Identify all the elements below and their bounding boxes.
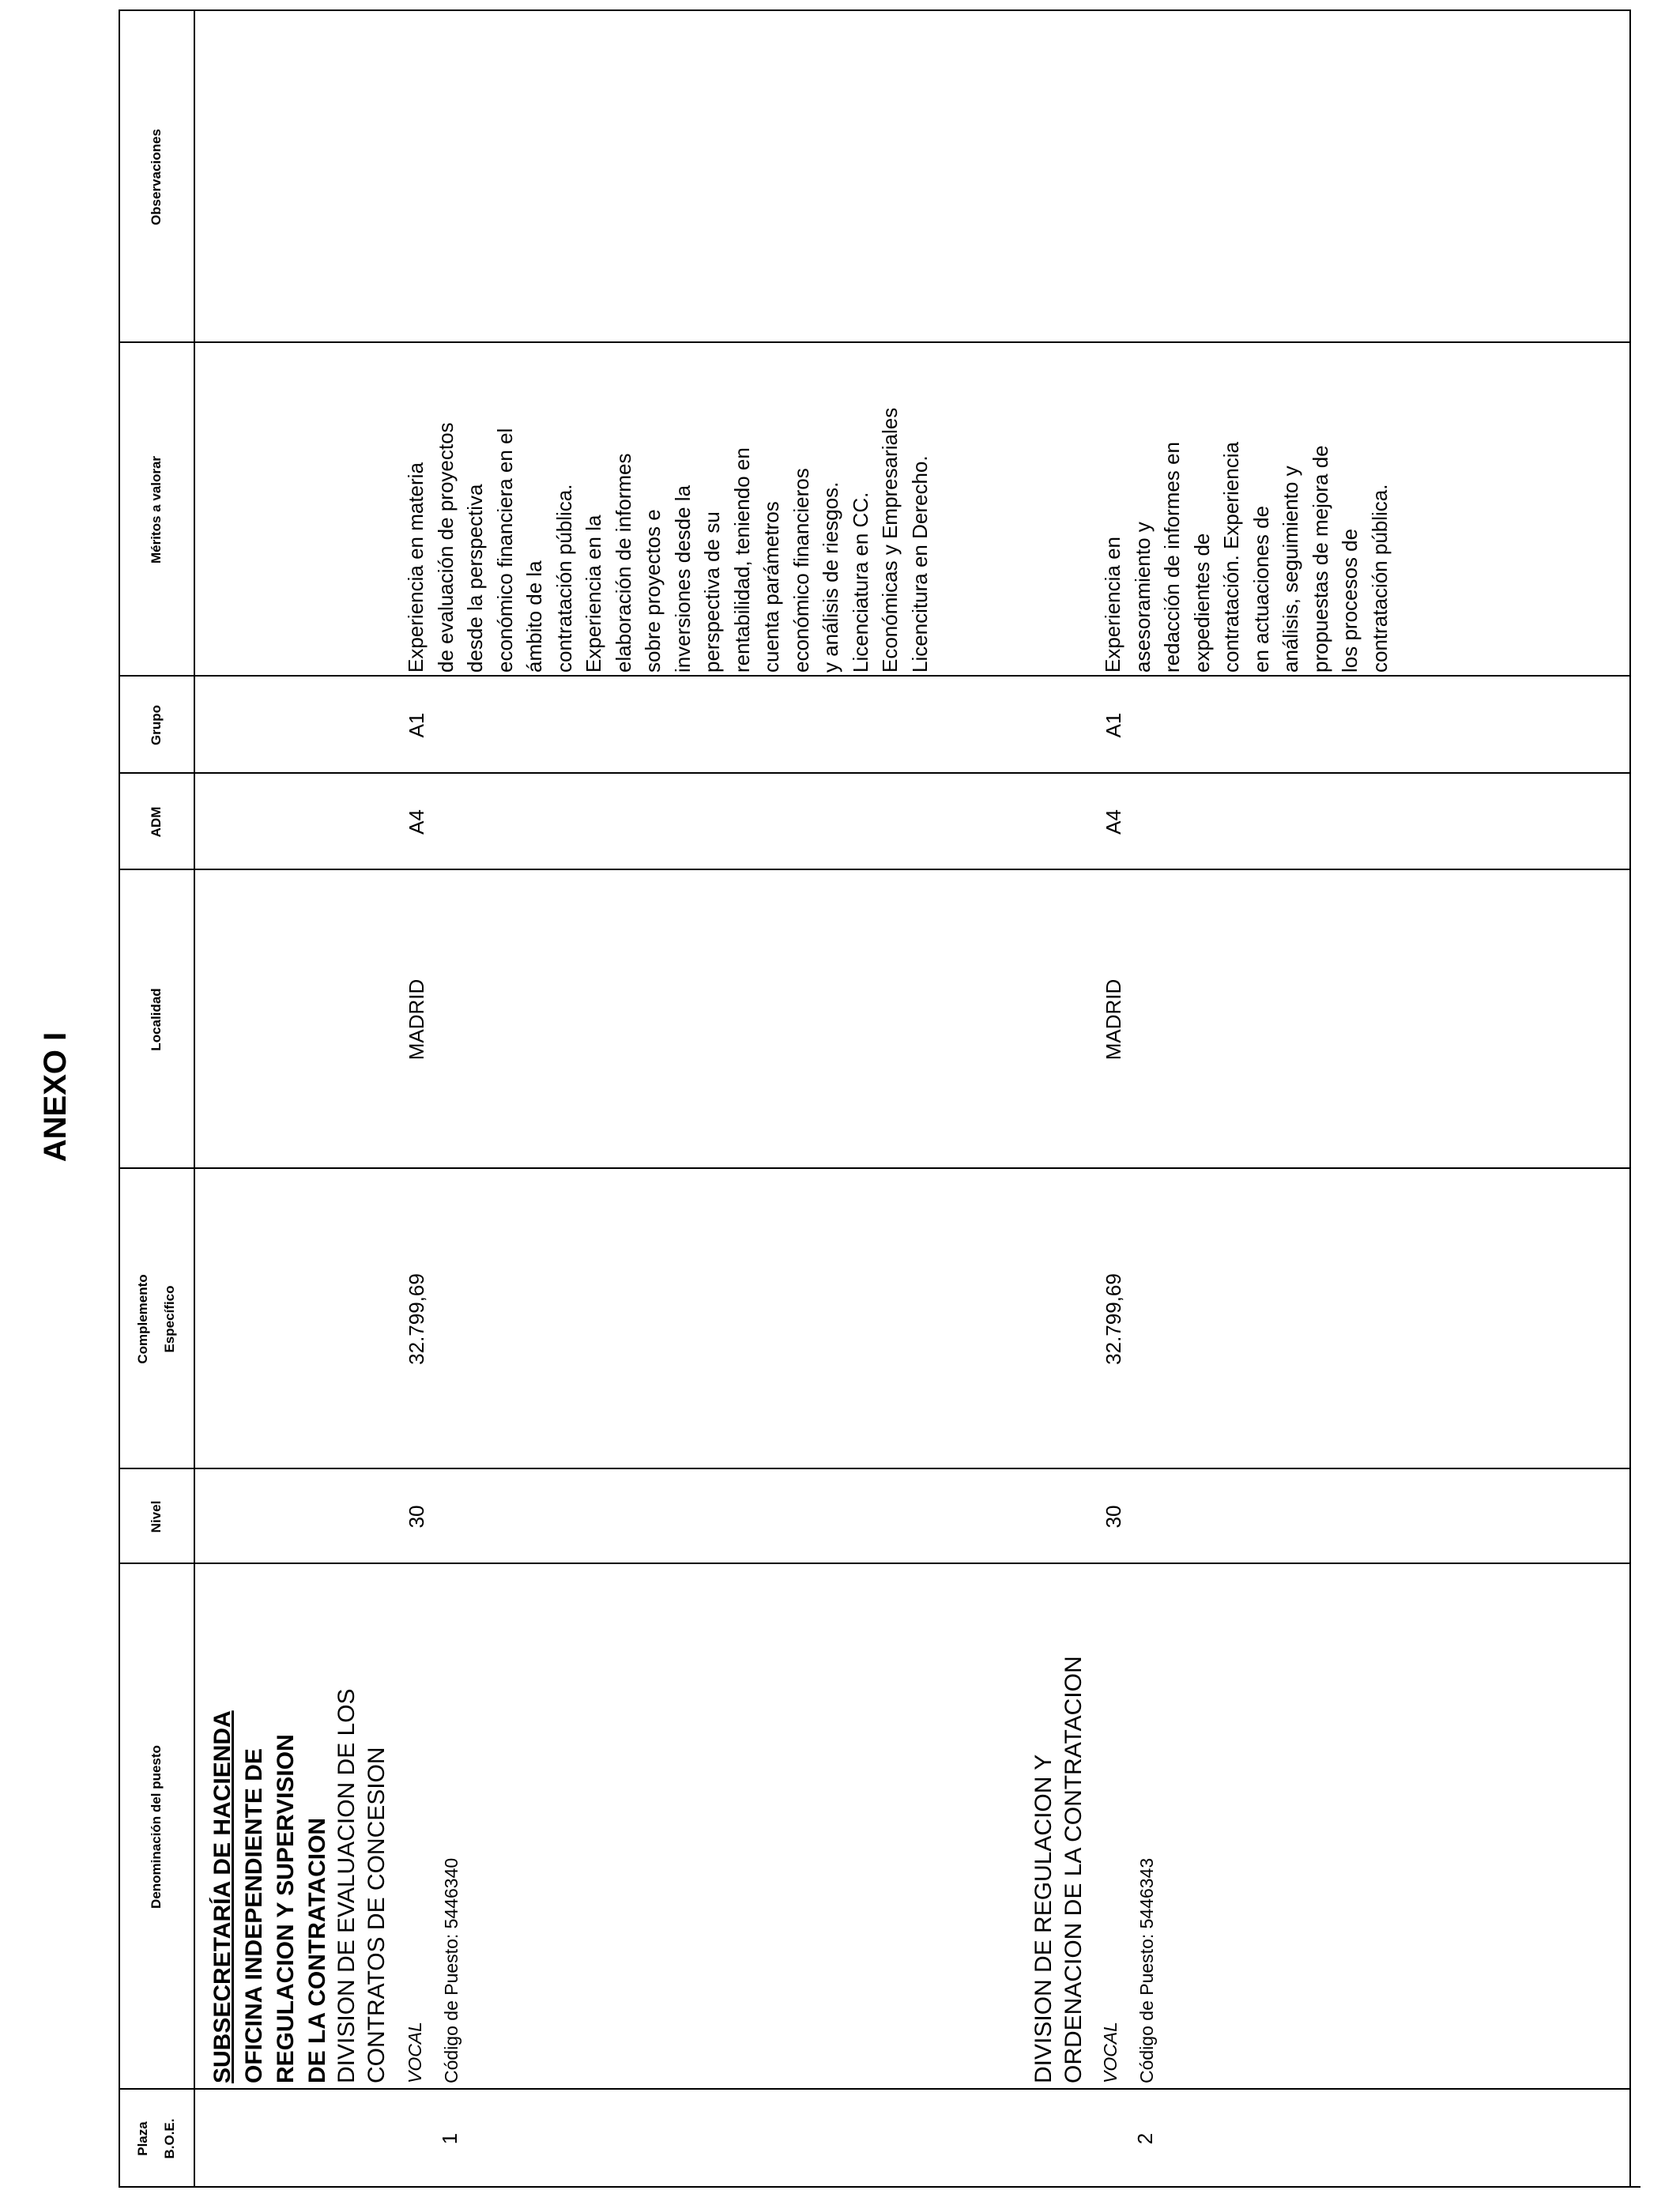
table-border-left xyxy=(119,2186,1640,2188)
row-2-nivel: 30 xyxy=(1102,1505,1125,1529)
header-denominacion: Denominación del puesto xyxy=(148,1745,164,1909)
table-border-right xyxy=(119,9,1630,11)
row-2-adm: A4 xyxy=(1102,809,1125,835)
header-localidad: Localidad xyxy=(148,988,164,1051)
row-1-plaza: 1 xyxy=(438,2132,461,2145)
row-2-grupo: A1 xyxy=(1102,712,1125,738)
row-2-codigo: Código de Puesto: 5446343 xyxy=(1136,1857,1157,2083)
col-divider-localidad xyxy=(119,869,1630,870)
row-2-localidad: MADRID xyxy=(1102,978,1125,1061)
header-grupo: Grupo xyxy=(148,705,164,745)
header-plaza: Plaza B.O.E. xyxy=(134,2118,177,2159)
organization-line-3: REGULACION Y SUPERVISION xyxy=(273,1734,299,2083)
header-nivel: Nivel xyxy=(148,1500,164,1533)
organization-line-4: DE LA CONTRATACION xyxy=(304,1817,330,2083)
row-2-puesto: VOCAL xyxy=(1100,2022,1121,2083)
col-divider-nivel xyxy=(119,1468,1630,1469)
row-2-plaza: 2 xyxy=(1133,2132,1157,2145)
row-1-codigo: Código de Puesto: 5446340 xyxy=(441,1857,461,2083)
page-title: ANEXO I xyxy=(38,1031,73,1163)
row-1-nivel: 30 xyxy=(405,1505,428,1529)
row-1-adm: A4 xyxy=(405,809,428,835)
table-border-bottom xyxy=(1629,9,1631,2188)
row-2-complemento: 32.799,69 xyxy=(1102,1273,1125,1365)
organization-line-1: SUBSECRETARÍA DE HACIENDA xyxy=(209,1710,235,2083)
row-1-localidad: MADRID xyxy=(405,978,428,1061)
header-complemento: Complemento Específico xyxy=(134,1274,177,1364)
row-2-meritos: Experiencia en asesoramiento y redacción de informes en expedientes de contratación. Experiencia en actuaciones de análisis, seguimiento y propuestas de mejora de los procesos de contratación pública. xyxy=(1101,442,1392,673)
row-1-meritos: Experiencia en materia de evaluación de proyectos desde la perspectiva económico financiera en el ámbito de la contratación pública. Experiencia en la elaboración de informes sobre proyectos e inversiones desde la perspectiva de su rentabilidad, teniendo en cuenta parámetros económico financieros y análisis de riesgos. Licenciatura en CC. Económicas y Empresariales Licencitura en Derecho. xyxy=(404,407,932,673)
header-meritos: Méritos a valorar xyxy=(148,455,164,564)
header-observaciones: Observaciones xyxy=(148,129,164,225)
row-1-division: DIVISION DE EVALUACION DE LOS CONTRATOS DE CONCESION xyxy=(333,1688,390,2083)
organization-line-2: OFICINA INDEPENDIENTE DE xyxy=(241,1748,267,2083)
row-1-complemento: 32.799,69 xyxy=(405,1273,428,1365)
col-divider-complemento xyxy=(119,1167,1630,1169)
header-divider xyxy=(194,9,195,2188)
header-adm: ADM xyxy=(148,806,164,838)
row-1-grupo: A1 xyxy=(405,712,428,738)
col-divider-grupo xyxy=(119,675,1630,677)
col-divider-plaza xyxy=(119,2088,1630,2090)
col-divider-adm xyxy=(119,772,1630,774)
organization-heading xyxy=(207,1609,333,2083)
row-1-puesto: VOCAL xyxy=(405,2022,425,2083)
row-2-division: DIVISION DE REGULACION Y ORDENACION DE LA CONTRATACION xyxy=(1030,1656,1087,2083)
